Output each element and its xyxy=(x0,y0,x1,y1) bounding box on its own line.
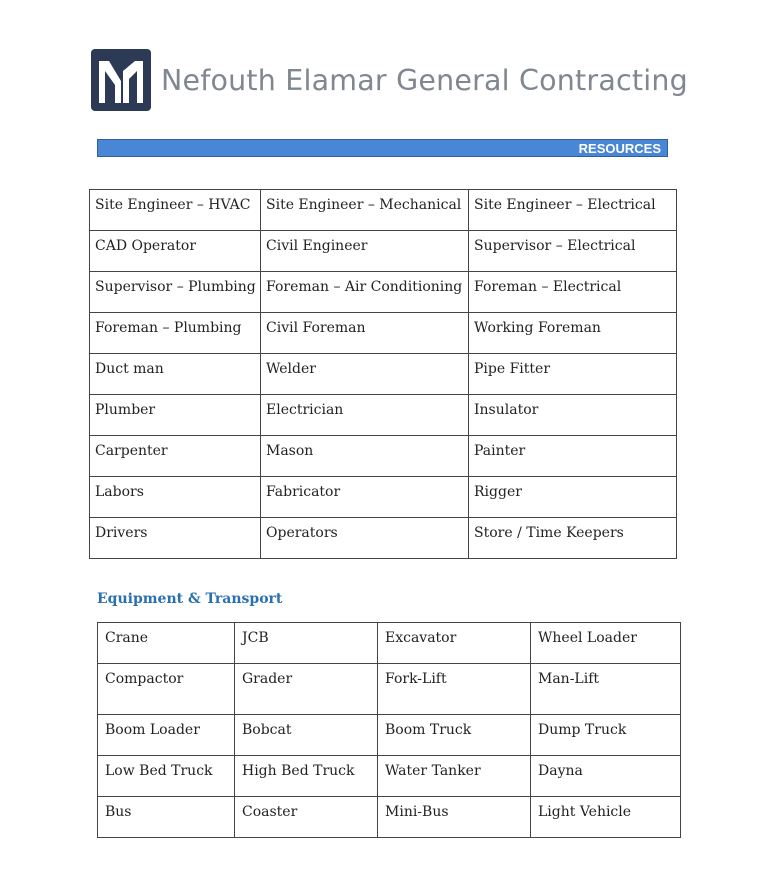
table-cell: Compactor xyxy=(98,664,235,715)
table-row xyxy=(90,518,677,559)
table-cell: Supervisor – Electrical xyxy=(469,231,677,272)
table-row xyxy=(98,664,681,715)
table-cell: Labors xyxy=(90,477,261,518)
table-cell: Low Bed Truck xyxy=(98,756,235,797)
table-cell: Water Tanker xyxy=(378,756,531,797)
table-cell: Site Engineer – HVAC xyxy=(90,190,261,231)
table-cell: Coaster xyxy=(235,797,378,838)
company-logo-icon xyxy=(91,49,151,111)
equipment-table xyxy=(97,622,681,838)
table-cell: Grader xyxy=(235,664,378,715)
table-cell: Boom Truck xyxy=(378,715,531,756)
table-cell: Mini-Bus xyxy=(378,797,531,838)
table-cell: Plumber xyxy=(90,395,261,436)
table-cell: Supervisor – Plumbing xyxy=(90,272,261,313)
resources-table xyxy=(89,189,677,559)
table-cell: Site Engineer – Mechanical xyxy=(261,190,469,231)
table-cell: Pipe Fitter xyxy=(469,354,677,395)
table-cell: Dump Truck xyxy=(531,715,681,756)
table-cell: Duct man xyxy=(90,354,261,395)
table-cell: Electrician xyxy=(261,395,469,436)
table-cell: Operators xyxy=(261,518,469,559)
table-cell: Foreman – Electrical xyxy=(469,272,677,313)
table-row xyxy=(98,756,681,797)
table-cell: Carpenter xyxy=(90,436,261,477)
table-row xyxy=(90,354,677,395)
table-cell: Foreman – Air Conditioning xyxy=(261,272,469,313)
table-cell: CAD Operator xyxy=(90,231,261,272)
table-cell: Crane xyxy=(98,623,235,664)
table-cell: Working Foreman xyxy=(469,313,677,354)
table-cell: Foreman – Plumbing xyxy=(90,313,261,354)
table-cell: Wheel Loader xyxy=(531,623,681,664)
table-row xyxy=(90,436,677,477)
table-cell: Civil Foreman xyxy=(261,313,469,354)
table-cell: Bus xyxy=(98,797,235,838)
table-row xyxy=(90,477,677,518)
company-name: Nefouth Elamar General Contracting xyxy=(161,63,688,97)
table-row xyxy=(98,715,681,756)
table-cell: High Bed Truck xyxy=(235,756,378,797)
table-cell: Site Engineer – Electrical xyxy=(469,190,677,231)
table-cell: Man-Lift xyxy=(531,664,681,715)
table-cell: Excavator xyxy=(378,623,531,664)
table-cell: Insulator xyxy=(469,395,677,436)
resources-bar xyxy=(97,139,668,157)
table-row xyxy=(90,395,677,436)
table-cell: JCB xyxy=(235,623,378,664)
table-cell: Light Vehicle xyxy=(531,797,681,838)
table-cell: Boom Loader xyxy=(98,715,235,756)
table-cell: Drivers xyxy=(90,518,261,559)
table-cell: Mason xyxy=(261,436,469,477)
resources-label: RESOURCES xyxy=(578,141,661,156)
table-cell: Painter xyxy=(469,436,677,477)
table-cell: Welder xyxy=(261,354,469,395)
table-cell: Rigger xyxy=(469,477,677,518)
table-row xyxy=(90,313,677,354)
table-cell: Fork-Lift xyxy=(378,664,531,715)
table-row xyxy=(98,623,681,664)
table-row xyxy=(98,797,681,838)
table-row xyxy=(90,272,677,313)
equipment-section-title: Equipment & Transport xyxy=(97,591,283,607)
table-cell: Dayna xyxy=(531,756,681,797)
table-row xyxy=(90,190,677,231)
table-cell: Fabricator xyxy=(261,477,469,518)
table-row xyxy=(90,231,677,272)
table-cell: Store / Time Keepers xyxy=(469,518,677,559)
company-header xyxy=(91,49,688,111)
table-cell: Bobcat xyxy=(235,715,378,756)
table-cell: Civil Engineer xyxy=(261,231,469,272)
